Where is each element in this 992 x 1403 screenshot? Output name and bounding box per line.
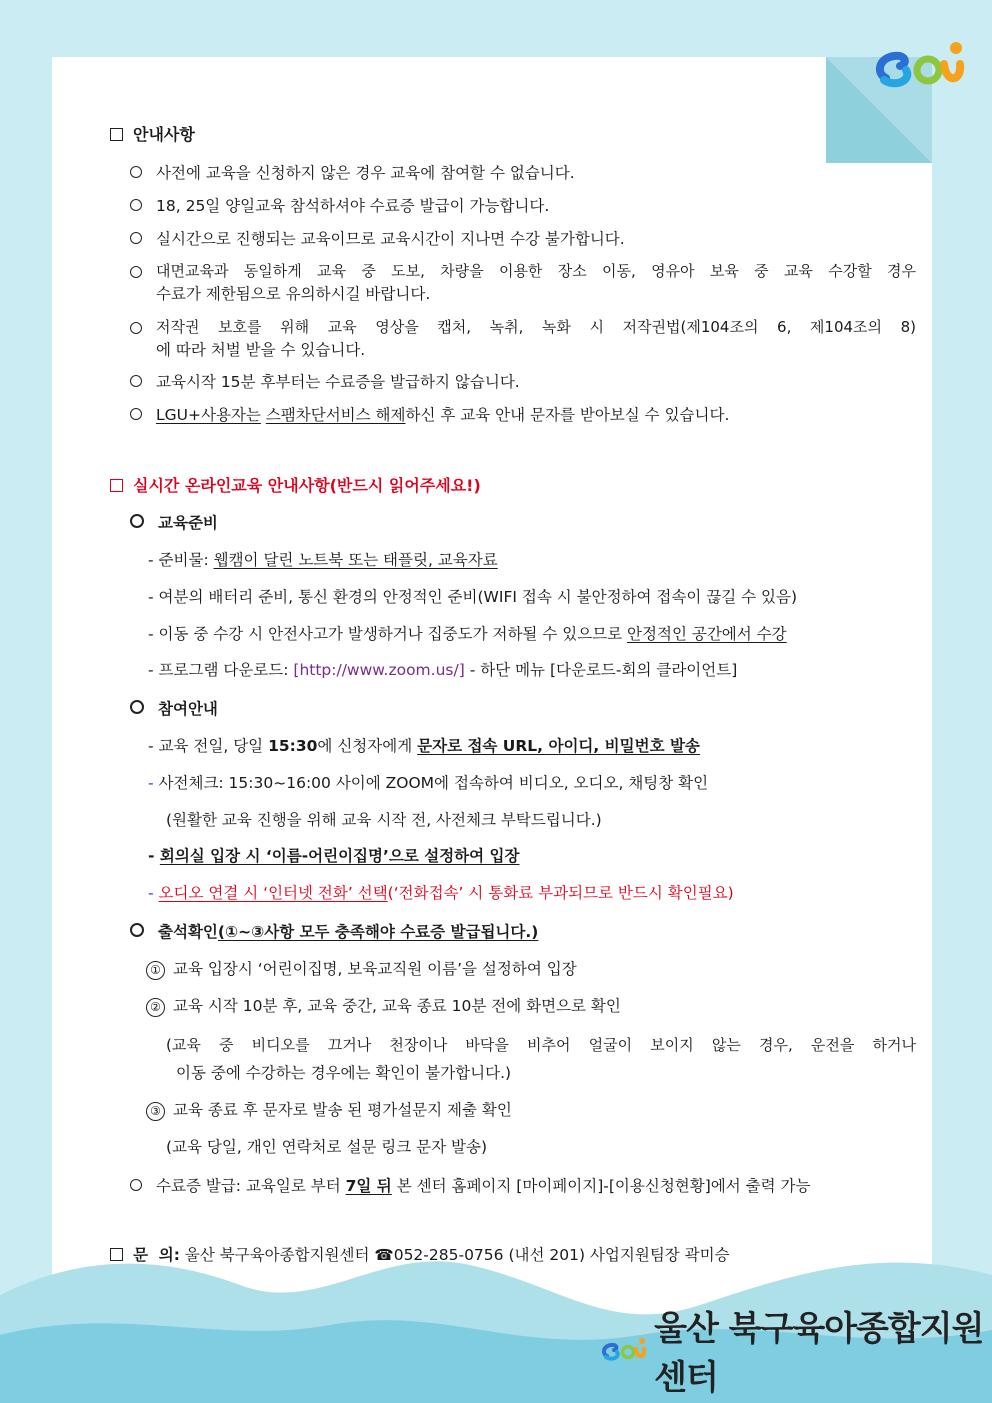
square-bullet-icon [110, 479, 123, 492]
notice-item [130, 404, 729, 426]
join-time: 15:30 [268, 737, 318, 755]
section-title: 안내사항 [133, 125, 195, 144]
circle-bullet-icon [130, 700, 144, 714]
number-badge: ② [146, 998, 165, 1017]
join-text: - 교육 전일, 당일 [148, 737, 269, 755]
subsection-title: 교육준비 [158, 514, 218, 532]
attend-text: 교육 입장시 ‘어린이집명, 보육교직원 이름’을 설정하여 입장 [173, 960, 577, 978]
circle-bullet-icon [130, 408, 142, 420]
circle-bullet-icon [130, 1179, 142, 1191]
circle-bullet-icon [130, 232, 142, 244]
prep-text: - 준비물: [148, 551, 214, 569]
cert-text: 수료증 발급: 교육일로 부터 [156, 1177, 346, 1195]
notice-item [130, 195, 549, 217]
attend-text: (교육 당일, 개인 연락처로 설문 링크 문자 발송) [166, 1138, 488, 1156]
notice-text: 에 따라 처벌 받을 수 있습니다. [156, 341, 366, 359]
blue-dash: - [148, 774, 154, 792]
prep-text: - 프로그램 다운로드: [148, 661, 294, 679]
section-heading-notice [110, 124, 195, 146]
join-item: - 회의실 입장 시 ‘이름-어린이집명’으로 설정하여 입장 [148, 847, 520, 865]
join-text: 문자로 접속 URL, 아이디, 비밀번호 발송 [417, 737, 700, 755]
attend-text: 교육 종료 후 문자로 발송 된 평가설문지 제출 확인 [173, 1101, 512, 1119]
prep-item [148, 549, 498, 571]
notice-item-continued [156, 339, 365, 361]
notice-item [130, 260, 916, 282]
join-item [166, 809, 602, 831]
join-item: - 오디오 연결 시 ‘인터넷 전화’ 선택(‘전화접속’ 시 통화료 부과되므로 반드시 확인필요) [148, 884, 734, 902]
contact-label: 문 의: [133, 1246, 180, 1264]
circle-bullet-icon [130, 322, 142, 334]
prep-item [148, 659, 737, 681]
notice-text: 18, 25일 양일교육 참석하셔야 수료증 발급이 가능합니다. [156, 197, 550, 215]
notice-text: 교육시작 15분 후부터는 수료증을 발급하지 않습니다. [156, 373, 520, 391]
attend-item [166, 1136, 487, 1158]
footer-org-name: 울산 북구육아종합지원센터 [654, 1309, 984, 1398]
circle-bullet-icon [130, 923, 144, 937]
prep-text: 웹캠이 달린 노트북 또는 태플릿, 교육자료 [213, 551, 498, 569]
notice-item [130, 162, 575, 184]
certificate-note [130, 1175, 810, 1197]
attend-item [146, 958, 577, 980]
prep-item [148, 623, 787, 645]
circle-bullet-icon [130, 166, 142, 178]
notice-text: 사전에 교육을 신청하지 않은 경우 교육에 참여할 수 없습니다. [156, 164, 575, 182]
notice-text: 저작권 보호를 위해 교육 영상을 캡처, 녹취, 녹화 시 저작권법(제104조의 6, 제104조의 8) [156, 318, 916, 336]
contact-text: 울산 북구육아종합지원센터 ☎052-285-0756 (내선 201) 사업지원팀장 곽미승 [184, 1246, 730, 1264]
section-title: 실시간 온라인교육 안내사항(반드시 읽어주세요!) [133, 476, 481, 495]
cert-text: 본 센터 홈페이지 [마이페이지]-[이용신청현황]에서 출력 가능 [391, 1177, 811, 1195]
attend-text: 교육 시작 10분 후, 교육 중간, 교육 종료 10분 전에 화면으로 확인 [173, 997, 621, 1015]
join-text: 사전체크: 15:30~16:00 사이에 ZOOM에 접속하여 비디오, 오디오, 채팅창 확인 [153, 774, 709, 792]
join-item [148, 772, 708, 794]
prep-text: - 여분의 배터리 준비, 통신 환경의 안정적인 준비(WIFI 접속 시 불안정하여 접속이 끊길 수 있음) [148, 588, 798, 606]
subsection-title: 출석확인 [158, 923, 218, 941]
prep-text: - 이동 중 수강 시 안전사고가 발생하거나 집중도가 저하될 수 있으므로 [148, 625, 628, 643]
square-bullet-icon [110, 1248, 123, 1261]
zoom-download-link[interactable]: [http://www.zoom.us/] [293, 661, 465, 679]
number-badge: ① [146, 961, 165, 980]
prep-text: - 하단 메뉴 [다운로드-회의 클라이언트] [464, 661, 738, 679]
join-text: (원활한 교육 진행을 위해 교육 시작 전, 사전체크 부탁드립니다.) [166, 811, 602, 829]
prep-item [148, 586, 797, 608]
notice-item-continued [156, 283, 430, 305]
notice-item [130, 228, 625, 250]
prep-text: 안정적인 공간에서 수강 [627, 625, 787, 643]
notice-text: 실시간으로 진행되는 교육이므로 교육시간이 지나면 수강 불가합니다. [156, 230, 625, 248]
number-badge: ③ [146, 1102, 165, 1121]
join-text: (‘전화접속’ 시 통화료 부과되므로 반드시 확인필요) [387, 884, 734, 902]
subsection-prep [130, 512, 218, 534]
circle-bullet-icon [130, 199, 142, 211]
notice-text: 하신 후 교육 안내 문자를 받아보실 수 있습니다. [405, 406, 730, 424]
attend-item [146, 1099, 512, 1121]
square-bullet-icon [110, 128, 123, 141]
join-text: 에 신청자에게 [317, 737, 418, 755]
attend-item [176, 1062, 511, 1084]
circle-bullet-icon [130, 375, 142, 387]
notice-item [130, 371, 520, 393]
notice-item [130, 316, 916, 338]
notice-text: LGU+사용자는 [156, 406, 261, 424]
subsection-join [130, 698, 218, 720]
subsection-title: (①~③사항 모두 충족해야 수료증 발급됩니다.) [217, 923, 539, 941]
join-text: 회의실 입장 시 ‘이름-어린이집명’으로 설정하여 입장 [159, 847, 520, 865]
center-logo-icon [872, 34, 968, 98]
center-logo-icon [600, 1325, 648, 1375]
notice-text: 수료가 제한됨으로 유의하시길 바랍니다. [156, 285, 431, 303]
cert-days: 7일 뒤 [345, 1177, 392, 1195]
join-item [148, 735, 700, 757]
attend-item [166, 1034, 916, 1056]
section-heading-online [110, 475, 481, 497]
notice-text: 대면교육과 동일하게 교육 중 도보, 차량을 이용한 장소 이동, 영유아 보육 중 교육 수강할 경우 [156, 262, 916, 280]
circle-bullet-icon [130, 266, 142, 278]
document-sheet [52, 57, 932, 1403]
circle-bullet-icon [130, 514, 144, 528]
attend-item [146, 995, 621, 1017]
contact-line [110, 1244, 730, 1266]
subsection-attend [130, 921, 538, 943]
footer-logo [600, 1309, 992, 1398]
attend-text: 이동 중에 수강하는 경우에는 확인이 불가합니다.) [176, 1064, 512, 1082]
attend-text: (교육 중 비디오를 끄거나 천장이나 바닥을 비추어 얼굴이 보이지 않는 경우, 운전을 하거나 [166, 1036, 916, 1054]
join-text: 오디오 연결 시 ‘인터넷 전화’ 선택 [158, 884, 388, 902]
subsection-title: 참여안내 [158, 700, 218, 718]
spam-service-link: 스팸차단서비스 해제 [265, 406, 406, 424]
